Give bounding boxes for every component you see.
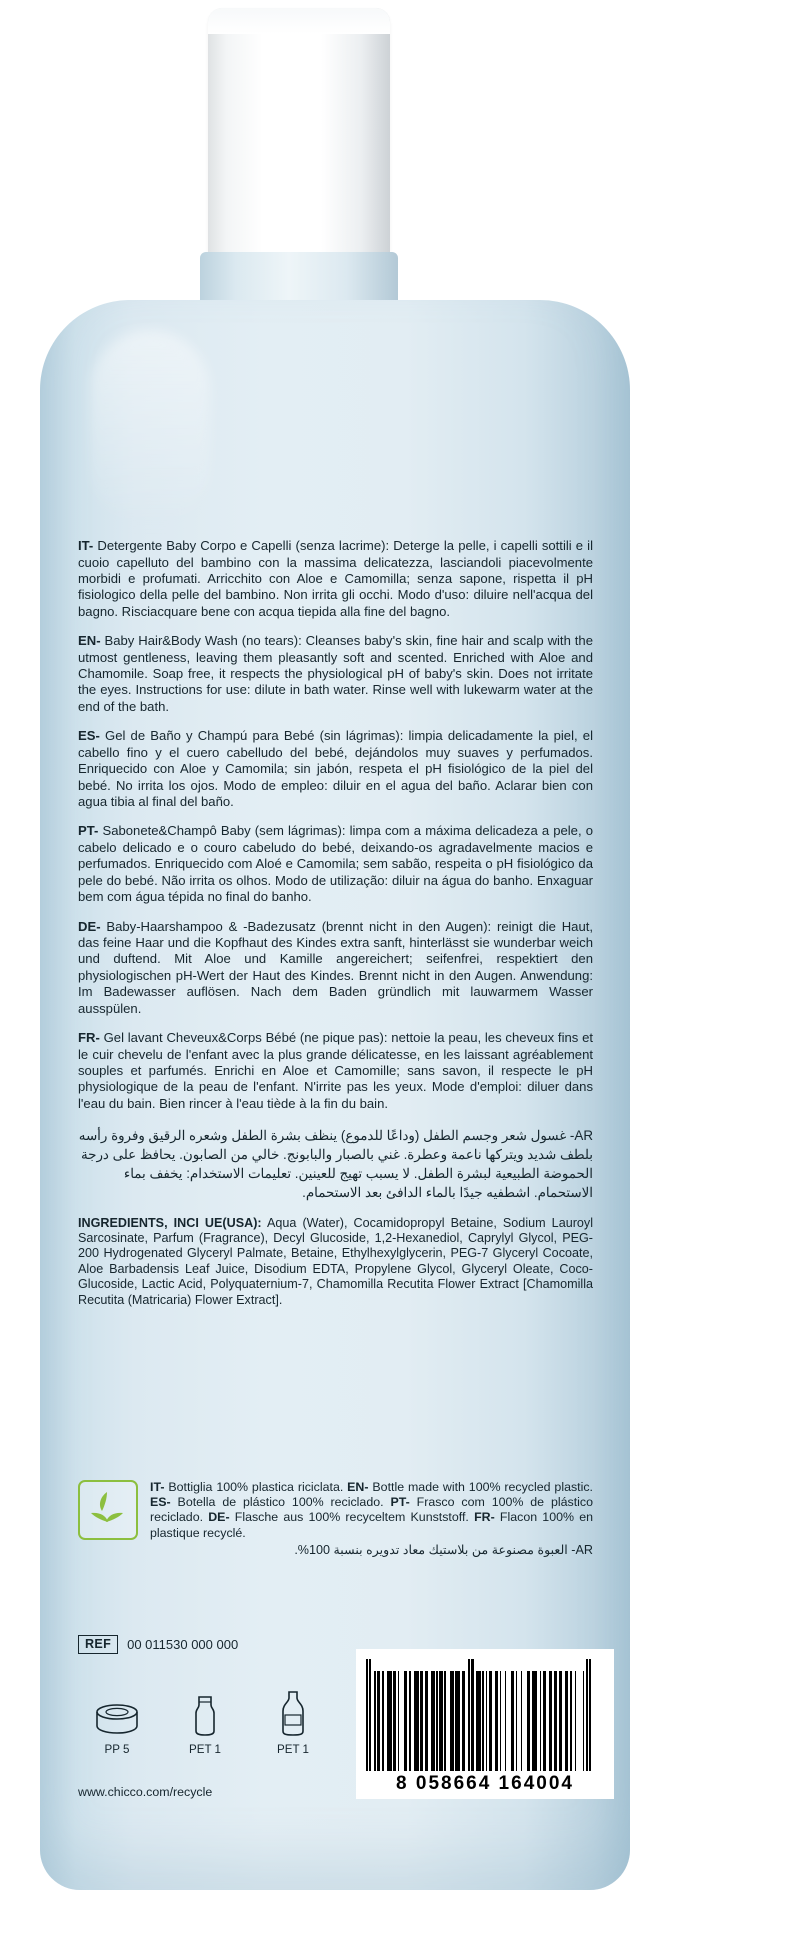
packaging-label-pet1-neck: PET 1 [188,1743,221,1756]
packaging-icon-pp5 [86,1687,148,1756]
description-fr [78,1030,593,1112]
recycle-code-it: IT- [150,1480,165,1494]
lang-code-de: DE- [78,918,101,934]
recycle-text-pt: Frasco com 100% de plástico reciclado. [150,1495,593,1525]
lang-code-en: EN- [78,633,101,649]
ingredients-heading: INGREDIENTS, INCI UE(USA): [78,1215,262,1230]
barcode-bars [366,1659,604,1771]
recycle-text-de: Flasche aus 100% recyceltem Kunststoff. [229,1510,475,1525]
packaging-material-icons [86,1687,324,1756]
lang-code-fr: FR- [78,1030,100,1046]
recycle-code-fr: FR- [474,1510,495,1525]
bottom-info-block [78,1635,598,1825]
jar-cap-icon [86,1687,148,1739]
back-label-text [78,525,593,1321]
recycle-text-ar: AR- العبوة مصنوعة من بلاستيك معاد تدويره بنسبة 100%. [294,1542,593,1557]
barcode-digits: 8 058664 164004 [396,1773,574,1794]
ref-value: 00 011530 000 000 [127,1637,239,1652]
bottle-icon [262,1687,324,1739]
description-text-de: Baby-Haarshampoo & -Badezusatz (brennt nicht in den Augen): reinigt die Haut, das feine Haar und die Kopfhaut des Kindes extra sanft, hinterlässt sie wunderbar weich und duftend. Mit Aloe und Kamille angereichert; seifenfrei, respektiert den physiologischen pH-Wert der Haut des Kindes. Brennt nicht in den Augen. Anwendung: Im Badewasser auflösen. Nach dem Baden gründlich mit lauwarmem Wasser ausspülen. [78,918,593,1016]
description-text-es: Gel de Baño y Champú para Bebé (sin lágrimas): limpia delicadamente la piel, el cabello fino y el cuero cabelludo del bebé, dejándolos muy suaves y perfumados. Enriquecido con Aloe y Camomila; sin jabón, respeta el pH fisiológico de la piel del bebé. No irrita los ojos. Modo de empleo: diluir en el agua del baño. Aclarar bien con agua tibia al final del baño. [78,728,593,809]
recycle-code-es: ES- [150,1495,171,1510]
recycle-code-de: DE- [208,1510,230,1525]
description-text-pt: Sabonete&Champô Baby (sem lágrimas): limpa com a máxima delicadeza a pele, o cabelo delicado e o couro cabeludo do bebé, deixando-os agradavelmente macios e perfumados. Enriquecido com Aloé e Camomila; sem sabão, respeita o pH fisiológico da pele do bebé. Não irrita os olhos. Modo de utilização: diluir na água do banho. Enxaguar bem com água tépida no final do banho. [78,823,593,905]
description-de [78,919,593,1017]
packaging-icon-pet1-neck [174,1687,236,1756]
description-en [78,633,593,715]
recycle-website: www.chicco.com/recycle [78,1785,213,1799]
description-pt [78,823,593,905]
recycle-text-es: Botella de plástico 100% reciclado. [170,1495,391,1510]
bottle-cap [208,8,390,278]
recycle-code-pt: PT- [390,1495,410,1510]
description-ar: AR- غسول شعر وجسم الطفل (وداعًا للدموع) ينظف بشرة الطفل وشعره الرقيق وفروة رأسه بلطف شديد ويتركها ناعمة وعطرة. غني بالصبار والبابونج. خالي من الصابون. يحافظ على درجة الحموضة الطبيعية لبشرة الطفل. لا يسبب تهيج للعينين. تعليمات الاستخدام: يخفف بماء الاستحمام. اشطفيه جيدًا بالماء الدافئ بعد الاستحمام. [78,1127,593,1200]
ref-label: REF [78,1635,118,1654]
description-es [78,728,593,810]
barcode [356,1649,614,1799]
recycling-info [78,1480,593,1558]
ingredients-list [78,1216,593,1308]
lang-code-it: IT- [78,538,94,554]
packaging-label-pet1-bottle: PET 1 [276,1743,309,1756]
lang-code-pt: PT- [78,823,99,839]
description-text-it: Detergente Baby Corpo e Capelli (senza lacrime): Deterge la pelle, i capelli sottili e il cuoio capelluto del bambino con la massima delicatezza, lasciandoli piacevolmente morbidi e profumati. Arricchito con Aloe e Camomilla; senza sapone, rispetta il pH fisiologico della pelle del bambino. Non irrita gli occhi. Modo d'uso: diluire nell'acqua del bagno. Risciacquare bene con acqua tiepida alla fine del bagno. [78,538,593,619]
recycling-text [150,1480,593,1558]
cap-gloss [208,8,390,34]
bottle-highlight [90,330,210,530]
lang-code-es: ES- [78,728,100,744]
recycle-text-en: Bottle made with 100% recycled plastic. [368,1480,593,1494]
description-text-fr: Gel lavant Cheveux&Corps Bébé (ne pique pas): nettoie la peau, les cheveux fins et le cuir chevelu de l'enfant avec la plus grande délicatesse, en les laissant agréablement souples et parfumés. Enrichi en Aloe et Camomille; sans savon, il respecte le pH physiologique de la peau de l'enfant. N'irrite pas les yeux. Mode d'emploi: diluer dans l'eau du bain. Bien rincer à l'eau tiède à la fin du bain. [78,1030,593,1111]
packaging-icon-pet1-bottle [262,1687,324,1756]
recycling-leaves-icon [78,1480,138,1540]
recycle-code-en: EN- [347,1480,369,1494]
bottle-neck-icon [174,1687,236,1739]
recycle-text-it: Bottiglia 100% plastica riciclata. [164,1480,348,1494]
ingredients-text: Aqua (Water), Cocamidopropyl Betaine, Sodium Lauroyl Sarcosinate, Parfum (Fragrance), Decyl Glucoside, 1,2-Hexanediol, Caprylyl Glycol, PEG-200 Hydrogenated Glyceryl Palmate, Betaine, Ethylhexylglycerin, PEG-7 Glyceryl Cocoate, Aloe Barbadensis Leaf Juice, Disodium EDTA, Propylene Glycol, Glyceryl Oleate, Coco-Glucoside, Lactic Acid, Polyquaternium-7, Chamomilla Recutita Flower Extract [Chamomilla Recutita (Matricaria) Flower Extract]. [78,1215,593,1307]
recycle-text-fr: Flacon 100% en plastique recyclé. [150,1510,593,1540]
reference-line [78,1635,238,1654]
packaging-label-pp5: PP 5 [104,1743,130,1756]
description-text-en: Baby Hair&Body Wash (no tears): Cleanses baby's skin, fine hair and scalp with the utmost gentleness, leaving them pleasantly soft and scented. Enriched with Aloe and Chamomile. Soap free, it respects the physiological pH of baby's skin. Does not irritate the eyes. Instructions for use: dilute in bath water. Rinse well with lukewarm water at the end of the bath. [78,633,593,714]
description-it [78,538,593,620]
